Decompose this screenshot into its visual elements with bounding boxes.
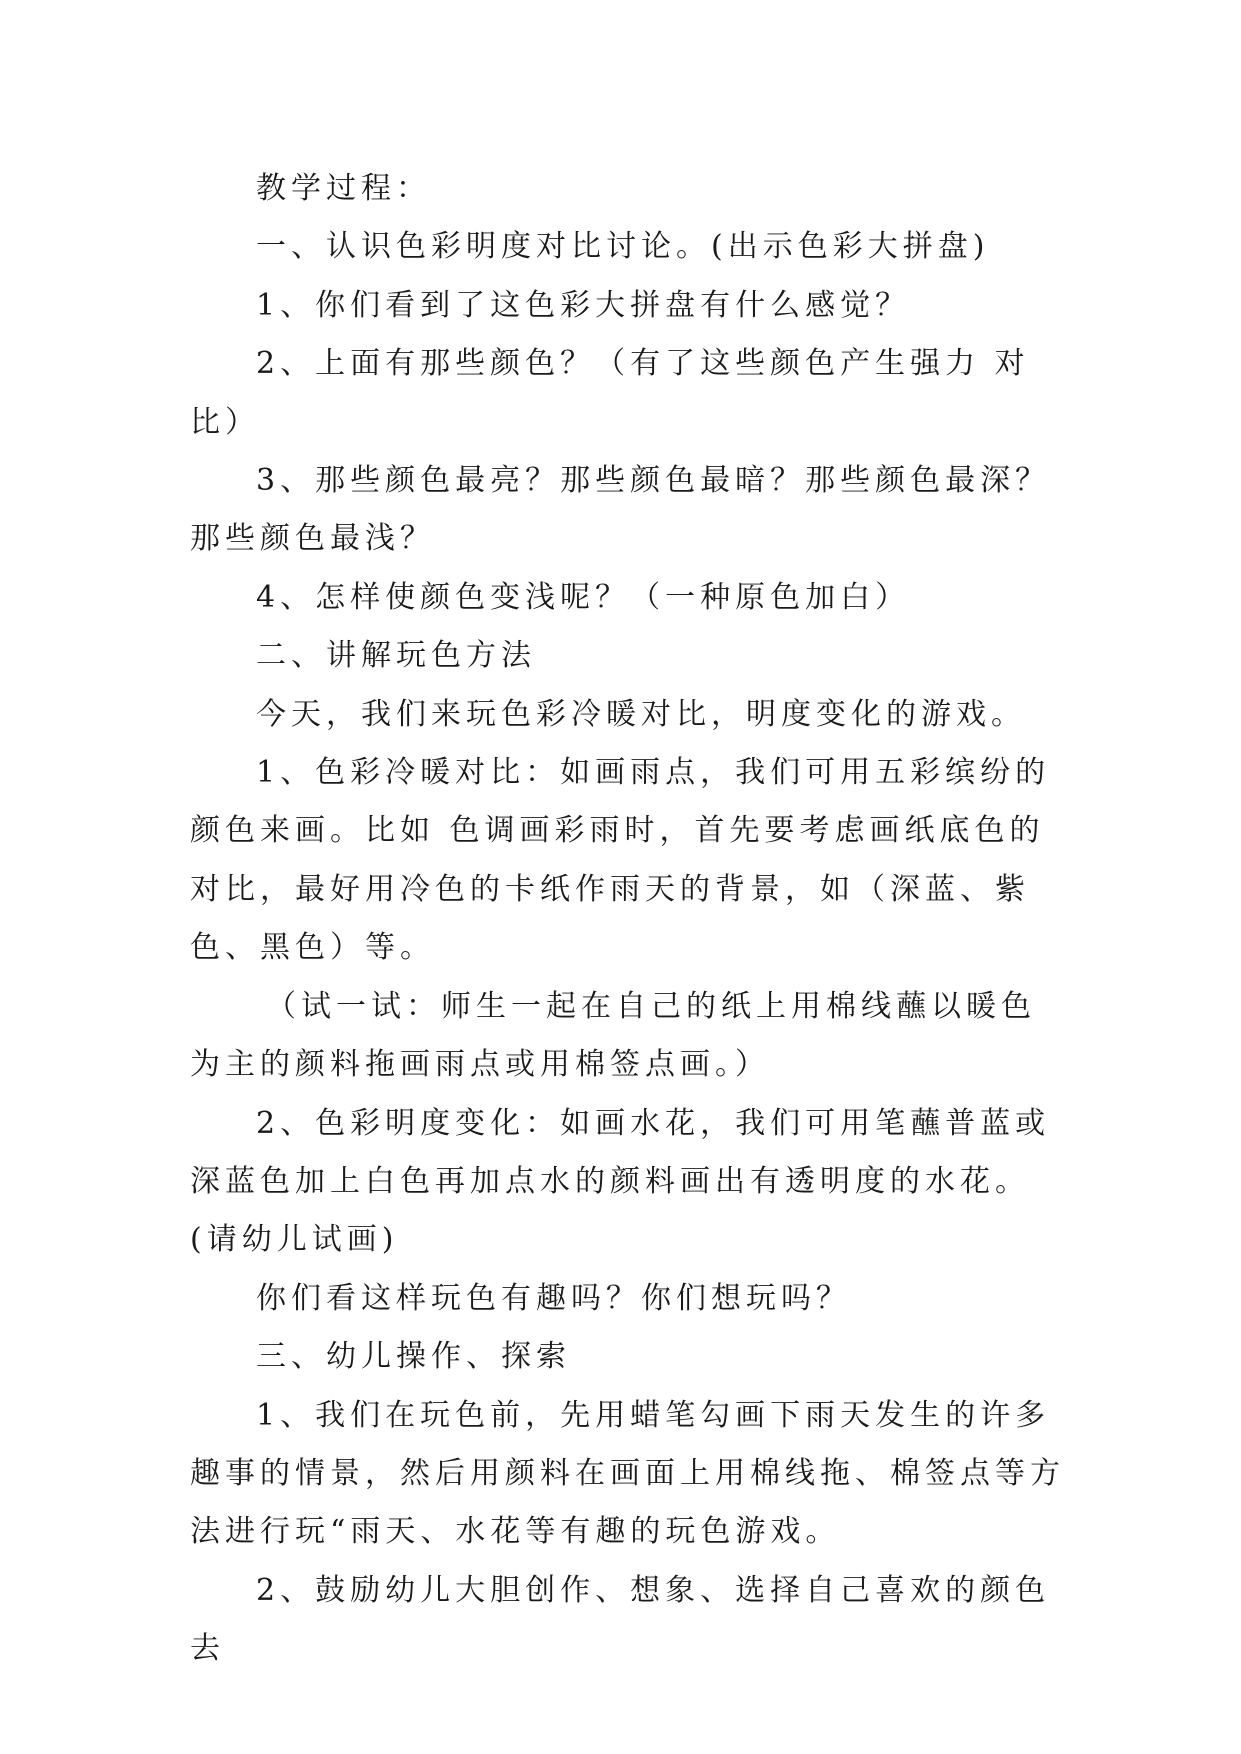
- method-1-paragraph: 1、色彩冷暖对比：如画雨点，我们可用五彩缤纷的颜色来画。比如 色调画彩雨时，首先要考虑画纸底色的对比，最好用冷色的卡纸作雨天的背景，如（深蓝、紫色、黑色）等。: [190, 755, 1051, 966]
- question-4: 4、怎样使颜色变浅呢？（一种原色加白）: [256, 579, 911, 615]
- intro-paragraph: 今天，我们来玩色彩冷暖对比，明度变化的游戏。: [256, 696, 1026, 732]
- operation-2-paragraph: 2、鼓励幼儿大胆创作、想象、选择自己喜欢的颜色去: [190, 1572, 1051, 1667]
- question-2: 2、上面有那些颜色？（有了这些颜色产生强力 对比）: [190, 346, 1030, 440]
- question-3: 3、那些颜色最亮？那些颜色最暗？那些颜色最深？那些颜色最浅？: [190, 463, 1051, 557]
- document-body: [190, 160, 1070, 1679]
- section-one-title: 一、认识色彩明度对比讨论。(出示色彩大拼盘): [256, 229, 990, 265]
- method-2-paragraph: 2、色彩明度变化：如画水花，我们可用笔蘸普蓝或深蓝色加上白色再加点水的颜料画出有透明度的水花。(请幼儿试画): [190, 1105, 1051, 1258]
- question-fun-paragraph: 你们看这样玩色有趣吗？你们想玩吗？: [256, 1280, 851, 1316]
- section-three-title: 三、幼儿操作、探索: [256, 1339, 571, 1375]
- operation-1-paragraph: 1、我们在玩色前，先用蜡笔勾画下雨天发生的许多趣事的情景，然后用颜料在画面上用棉线拖、棉签点等方法进行玩“雨天、水花等有趣的玩色游戏。: [190, 1397, 1065, 1550]
- heading-teaching-process: 教学过程：: [256, 171, 431, 206]
- try-it-paragraph: （试一试：师生一起在自己的纸上用棉线蘸以暖色为主的颜料拖画雨点或用棉签点画。）: [190, 988, 1036, 1083]
- question-1: 1、你们看到了这色彩大拼盘有什么感觉？: [256, 287, 911, 323]
- section-two-title: 二、讲解玩色方法: [256, 638, 536, 674]
